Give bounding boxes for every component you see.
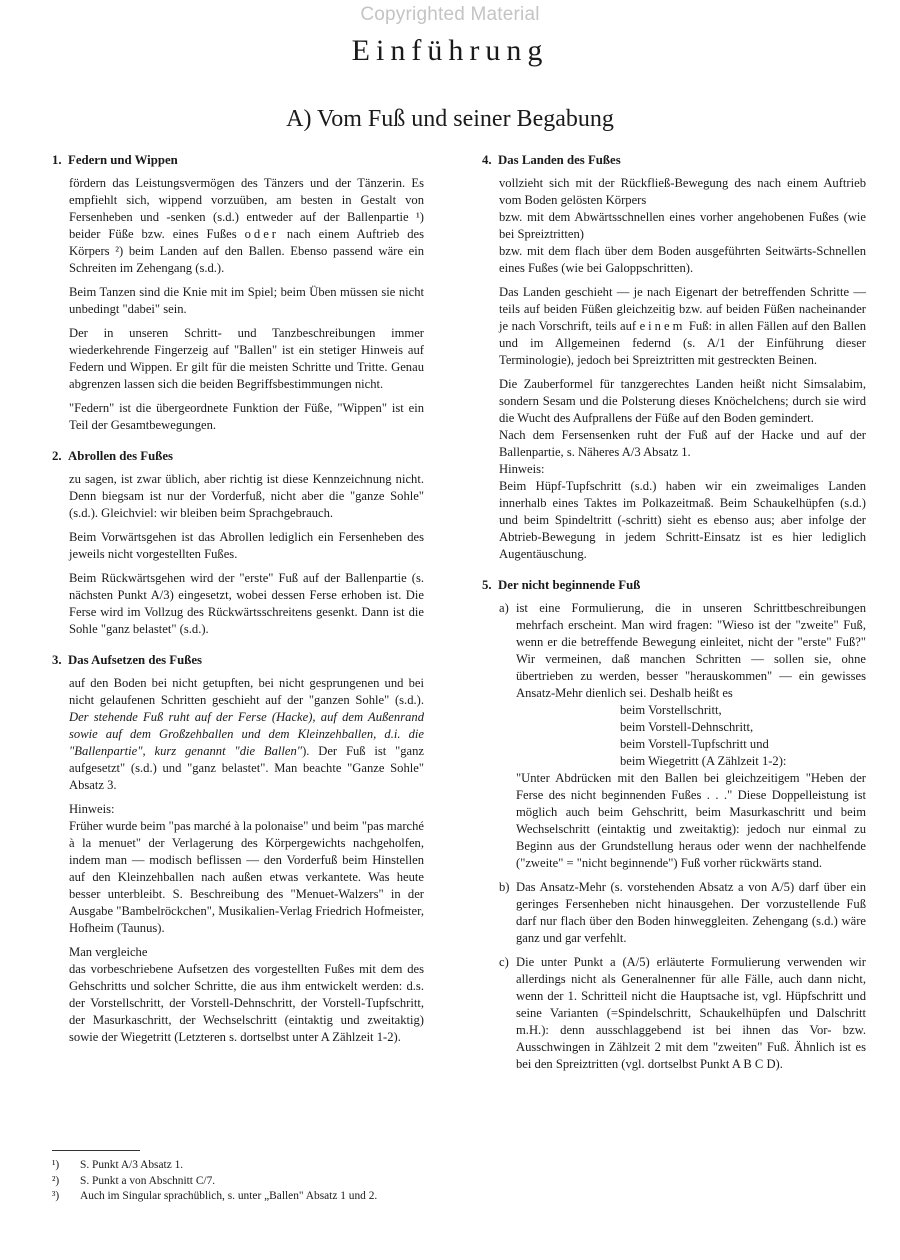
section-subtitle: A) Vom Fuß und seiner Begabung: [286, 106, 614, 132]
paragraph: Hinweis:: [499, 462, 545, 476]
item-c: c) Die unter Punkt a (A/5) erläuterte Formulierung verwenden wir allerdings nicht als Generalnenner für alle Fälle, auch dann nicht, wenn der 1. Schritteil nicht die Hauptsache ist, vgl. Hüpfschritt und seine Varianten (=Spindelschritt, Schaukelhüpfen und Dalschritt m.H.): denn ausschlaggebend ist bei ihnen das Vor- bzw. Ausschwingen in Zählzeit 2 mit dem "zweiten" Fuß. Ähnlich ist es bei den Spreiztritten (vgl. dortselbst Punkt A B C D).: [499, 955, 866, 1071]
section-2-heading: 2. Abrollen des Fußes: [52, 449, 173, 463]
copyright-watermark: Copyrighted Material: [360, 4, 540, 25]
footnote: ¹) S. Punkt A/3 Absatz 1.: [52, 1159, 184, 1171]
footnote: ³) Auch im Singular sprachüblich, s. unter „Ballen" Absatz 1 und 2.: [52, 1190, 378, 1202]
page-title: Einführung: [351, 34, 549, 67]
paragraph: Die unter Punkt a (A/5) erläuterte Formulierung verwenden wir allerdings nicht als Generalnenner für alle Fälle, auch dann nicht, wenn der 1. Schritteil nicht die Hauptsache ist, vgl. Hüpfschritt und seine Varianten (=Spindelschritt, Schaukelhüpfen und Dalschritt m.H.): denn ausschlaggebend ist bei ihnen das Vor- bzw. Ausschwingen in Zählzeit 2 mit dem "zweiten" Fuß. Ähnlich ist es bei den Spreiztritten (vgl. dortselbst Punkt A B C D).: [516, 955, 866, 1071]
item-a: a) ist eine Formulierung, die in unseren Schrittbeschreibungen mehrfach erscheint. Man wird fragen: "Wieso ist der "zweite" Fuß, wenn er die betreffende Bewegung einleitet, nicht der "erste" Fuß?" Wir vermeinen, daß manchen Schritten — sollen sie, ohne übertrieben zu werden, besser "herauskommen" — ein gewisses Ansatz-Mehr dienlich sei. Deshalb heißt es beim Vorstellschritt, beim Vorstell-Dehnschritt, beim Vorstell-Tupfschritt und beim Wiegetritt (A Zählzeit 1-2): "Unter Abdrücken mit den Ballen bei gleichzeitigem "Heben der Ferse des nicht beginnenden Fußes . . ." Diese Doppelleistung ist möglich auch beim Gehschritt, beim Masurkaschritt und beim Wechselschritt (eintaktig und zweitaktig): jedoch nur einmal zu Beginn aus der Grundstellung heraus oder wenn der nachhelfende ("zweite" = "nicht beginnende") Fuß vorher rückwärts stand.: [499, 601, 866, 870]
paragraph: Beim Tanzen sind die Knie mit im Spiel; beim Üben müssen sie nicht unbedingt "dabei" sein.: [69, 285, 424, 316]
section-4-heading: 4. Das Landen des Fußes: [482, 153, 621, 167]
paragraph: Man vergleiche: [69, 945, 148, 959]
paragraph: "Unter Abdrücken mit den Ballen bei gleichzeitigem "Heben der Ferse des nicht beginnenden Fußes . . ." Diese Doppelleistung ist möglich auch beim Gehschritt, beim Masurkaschritt und beim Wechselschritt (eintaktig und zweitaktig): jedoch nur einmal zu Beginn aus der Grundstellung heraus oder wenn der nachhelfende ("zweite" = "nicht beginnende") Fuß vorher rückwärts stand.: [516, 771, 866, 870]
list-item: beim Wiegetritt (A Zählzeit 1-2):: [620, 754, 787, 768]
section-3: [52, 652, 424, 1046]
section-5-heading: 5. Der nicht beginnende Fuß: [482, 578, 641, 592]
paragraph: Beim Hüpf-Tupfschritt (s.d.) haben wir ein zweimaliges Landen innerhalb eines Taktes im Polkazeitmaß. Beim Schaukelhüpfen (s.d.) und beim Spindeltritt (-schritt) sieht es ebenso aus; aber infolge der Abtrieb-Bewegung in jedem Schritt-Einsatz ist es hier lediglich Augentäuschung.: [499, 479, 866, 561]
list-item: beim Vorstellschritt,: [620, 703, 722, 717]
paragraph: bzw. mit dem Abwärtsschnellen eines vorher angehobenen Fußes (wie bei Spreiztritten): [499, 210, 866, 241]
paragraph: auf den Boden bei nicht getupften, bei nicht gesprungenen und bei nicht gelaufenen Schritten geschieht auf der "ganzen Sohle" (s.d.). Der stehende Fuß ruht auf der Ferse (Hacke), auf dem Außenrand sowie auf dem Großzehballen und dem Kleinzehballen, d.i. die "Ballenpartie", kurz genannt "die Ballen"). Der Fuß ist "ganz aufgesetzt" (s.d.) und "ganz belastet". Man beachte "Ganze Sohle" Absatz 3.: [69, 676, 424, 792]
list-item: beim Vorstell-Tupfschritt und: [620, 737, 769, 751]
section-2: [52, 448, 424, 638]
paragraph: Die Zauberformel für tanzgerechtes Landen heißt nicht Simsalabim, sondern Sesam und die Polsterung dieses Knöchelchens; durch sie wird die Wucht des Aufprallens der Füße auf den Boden gemindert.: [499, 377, 866, 425]
paragraph: Das Landen geschieht — je nach Eigenart der betreffenden Schritte — teils auf beiden Füßen gleichzeitig bzw. auf beiden Füßen nacheinander je nach Vorschrift, teils auf einem Fuß: in allen Fällen auf den Ballen und im Allgemeinen federnd (s. A/1 der Einführung dieser Terminologie), jedoch bei Spreiztritten mit gestreckten Beinen.: [499, 285, 866, 367]
step-list: [516, 702, 866, 770]
paragraph: fördern das Leistungsvermögen des Tänzers und der Tänzerin. Es empfiehlt sich, wippend vorzuüben, am besten in Gestalt von Fersenheben und -senken (s.d.) entweder auf der Ballenpartie ¹) beider Füße bzw. eines Fußes oder nach einem Auftrieb des Körpers ²) beim Landen auf den Ballen. Ebenso passend wäre ein Schreiten im Zehengang (s.d.).: [69, 176, 425, 275]
footnotes: [52, 1158, 472, 1205]
item-b: b) Das Ansatz-Mehr (s. vorstehenden Absatz a von A/5) darf über ein geringes Fersenheben nicht hinausgehen. Der vorzustellende Fuß darf nur flach über den Boden hinweggleiten. Zehengang (s.d.) wäre ganz und gar verfehlt.: [499, 880, 866, 945]
paragraph: vollzieht sich mit der Rückfließ-Bewegung des nach einem Auftrieb vom Boden gelösten Körpers: [499, 176, 866, 207]
section-5: [482, 577, 866, 1073]
paragraph: Hinweis:: [69, 802, 115, 816]
paragraph: das vorbeschriebene Aufsetzen des vorgestellten Fußes mit dem des Gehschritts und solcher Schritte, die aus ihm entwickelt werden: d.s. der Vorstellschritt, der Vorstell-Dehnschritt, der Vorstell-Tupfschritt, der Masurkaschritt, der Wechselschritt (eintaktig und zweitaktig) sowie der Wiegetritt (Letzteren s. dortselbst unter A Zählzeit 1-2).: [69, 962, 424, 1044]
list-item: beim Vorstell-Dehnschritt,: [620, 720, 754, 734]
paragraph: ist eine Formulierung, die in unseren Schrittbeschreibungen mehrfach erscheint. Man wird fragen: "Wieso ist der "zweite" Fuß, wenn er die betreffende Bewegung einleitet, nicht der "erste" Fuß?" Wir vermeinen, daß manchen Schritten — sollen sie, ohne übertrieben zu werden, besser "herauskommen" — ein gewisses Ansatz-Mehr dienlich sei. Deshalb heißt es: [516, 601, 866, 700]
paragraph: Nach dem Fersensenken ruht der Fuß auf der Hacke und auf der Ballenpartie, s. Näheres A/3 Absatz 1.: [499, 428, 866, 459]
footnote: ²) S. Punkt a von Abschnitt C/7.: [52, 1174, 216, 1187]
paragraph: Beim Vorwärtsgehen ist das Abrollen lediglich ein Fersenheben des jeweils nicht vorgestellten Fußes.: [69, 530, 424, 561]
section-3-heading: 3. Das Aufsetzen des Fußes: [52, 653, 203, 667]
footnote-divider: [52, 1150, 140, 1151]
paragraph: Früher wurde beim "pas marché à la polonaise" und beim "pas marché à la menuet" der Verlagerung des Körpergewichts nachgeholfen, indem man — modisch beflissen — den Vorderfuß beim Hinstellen auf den Kleinzehballen nach außen etwas verkantete. Was heute besser unterbleibt. S. Beschreibung des "Menuet-Walzers" in der Ausgabe "Bambelröckchen", Musikalien-Verlag Friedrich Hofmeister, Hofheim (Taunus).: [69, 819, 424, 935]
section-1: [52, 152, 424, 434]
section-4: [482, 152, 866, 563]
right-column: [482, 152, 866, 1087]
paragraph: bzw. mit dem flach über dem Boden ausgeführten Seitwärts-Schnellen eines Fußes (wie bei Galoppschritten).: [499, 244, 866, 275]
left-column: [52, 152, 424, 1060]
paragraph: Beim Rückwärtsgehen wird der "erste" Fuß auf der Ballenpartie (s. nächsten Punkt A/3) eingesetzt, wobei dessen Ferse erhoben ist. Die Ferse wird im Vollzug des Rückwärtsschreitens gesenkt. Dann ist die Sohle "ganz belastet" (s.d.).: [69, 571, 424, 636]
paragraph: Das Ansatz-Mehr (s. vorstehenden Absatz a von A/5) darf über ein geringes Fersenheben nicht hinausgehen. Der vorzustellende Fuß darf nur flach über den Boden hinweggleiten. Zehengang (s.d.) wäre ganz und gar verfehlt.: [516, 880, 866, 945]
paragraph: "Federn" ist die übergeordnete Funktion der Füße, "Wippen" ist ein Teil der Gesamtbewegungen.: [69, 401, 424, 432]
paragraph: Der in unseren Schritt- und Tanzbeschreibungen immer wiederkehrende Fingerzeig auf "Ballen" ist ein stetiger Hinweis auf Federn und Wippen. Er gilt für die meisten Schritte und Tritte. Genau abgrenzen lassen sich die beiden Begriffsbestimmungen nicht.: [69, 326, 424, 391]
section-1-heading: 1. Federn und Wippen: [52, 153, 178, 167]
paragraph: zu sagen, ist zwar üblich, aber richtig ist diese Kennzeichnung nicht. Denn biegsam ist nur der Vorderfuß, nicht aber die "ganze Sohle" (s.d.). Gleichviel: wir bleiben beim Sprachgebrauch.: [69, 472, 424, 520]
